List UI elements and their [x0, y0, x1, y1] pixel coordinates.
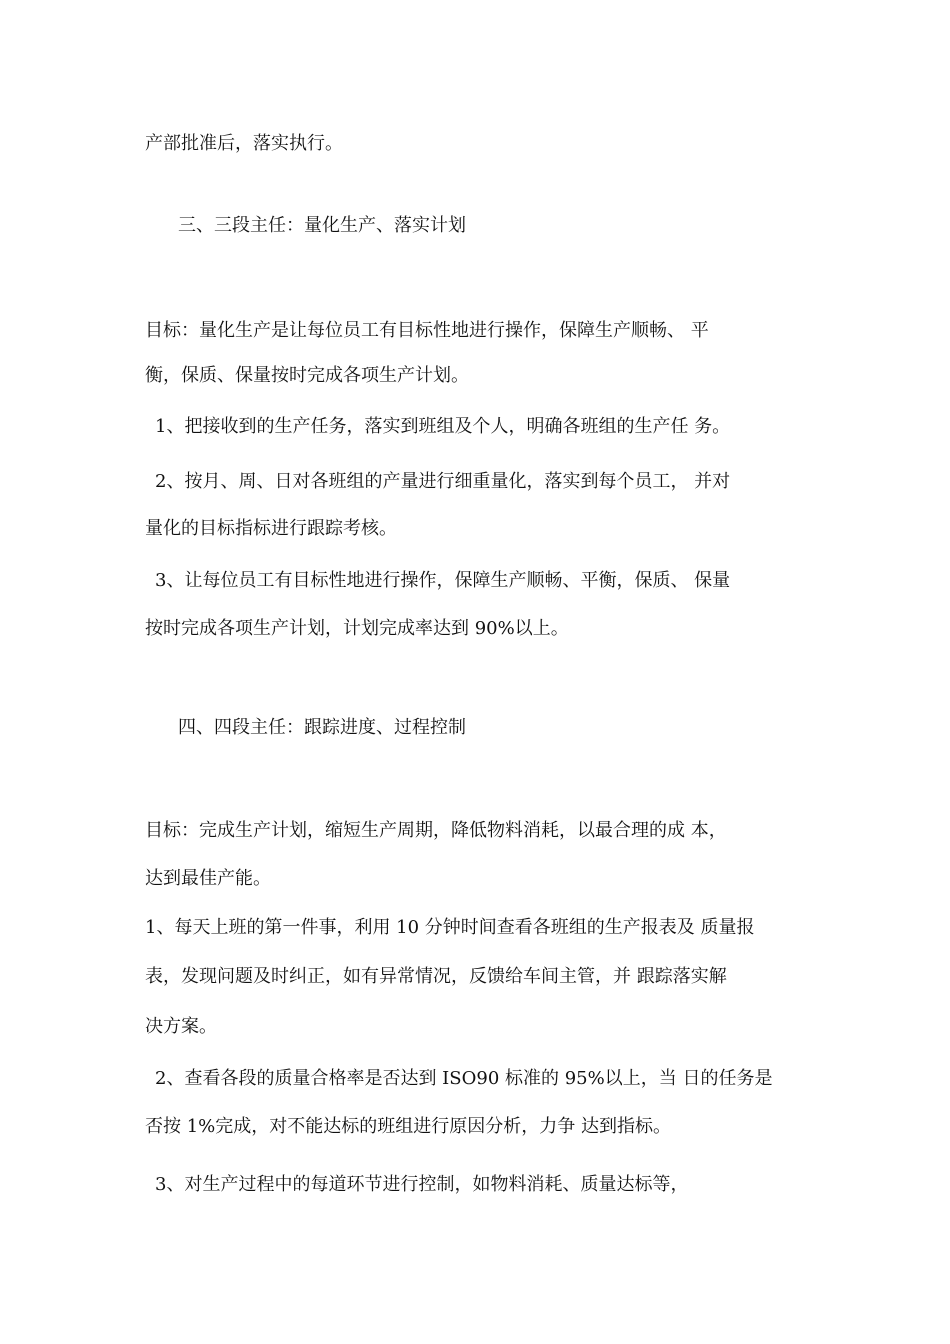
- text-line: 量化的目标指标进行跟踪考核。: [145, 518, 397, 539]
- text-line: 按时完成各项生产计划，计划完成率达到 90%以上。: [145, 618, 569, 639]
- text-line: 决方案。: [145, 1016, 217, 1037]
- list-item: 2、按月、周、日对各班组的产量进行细重量化，落实到每个员工， 并对: [155, 471, 731, 492]
- text-line: 目标：量化生产是让每位员工有目标性地进行操作，保障生产顺畅、 平: [145, 320, 709, 341]
- text-line: 目标：完成生产计划，缩短生产周期，降低物料消耗，以最合理的成 本，: [145, 820, 727, 841]
- list-item: 3、让每位员工有目标性地进行操作，保障生产顺畅、平衡，保质、 保量: [155, 570, 731, 591]
- text-line: 表，发现问题及时纠正，如有异常情况，反馈给车间主管，并 跟踪落实解: [145, 966, 727, 987]
- list-item: 3、对生产过程中的每道环节进行控制，如物料消耗、质量达标等，: [155, 1174, 689, 1195]
- section-heading: 四、四段主任：跟踪进度、过程控制: [178, 717, 466, 738]
- text-line: 衡，保质、保量按时完成各项生产计划。: [145, 365, 469, 386]
- list-item: 2、查看各段的质量合格率是否达到 ISO90 标准的 95%以上，当 日的任务是: [155, 1068, 773, 1089]
- list-item: 1、把接收到的生产任务，落实到班组及个人，明确各班组的生产任 务。: [155, 416, 731, 437]
- list-item: 1、每天上班的第一件事，利用 10 分钟时间查看各班组的生产报表及 质量报: [145, 917, 755, 938]
- text-line: 达到最佳产能。: [145, 868, 271, 889]
- text-line: 否按 1%完成，对不能达标的班组进行原因分析，力争 达到指标。: [145, 1116, 671, 1137]
- section-heading: 三、三段主任：量化生产、落实计划: [178, 215, 466, 236]
- text-line: 产部批准后，落实执行。: [145, 133, 343, 154]
